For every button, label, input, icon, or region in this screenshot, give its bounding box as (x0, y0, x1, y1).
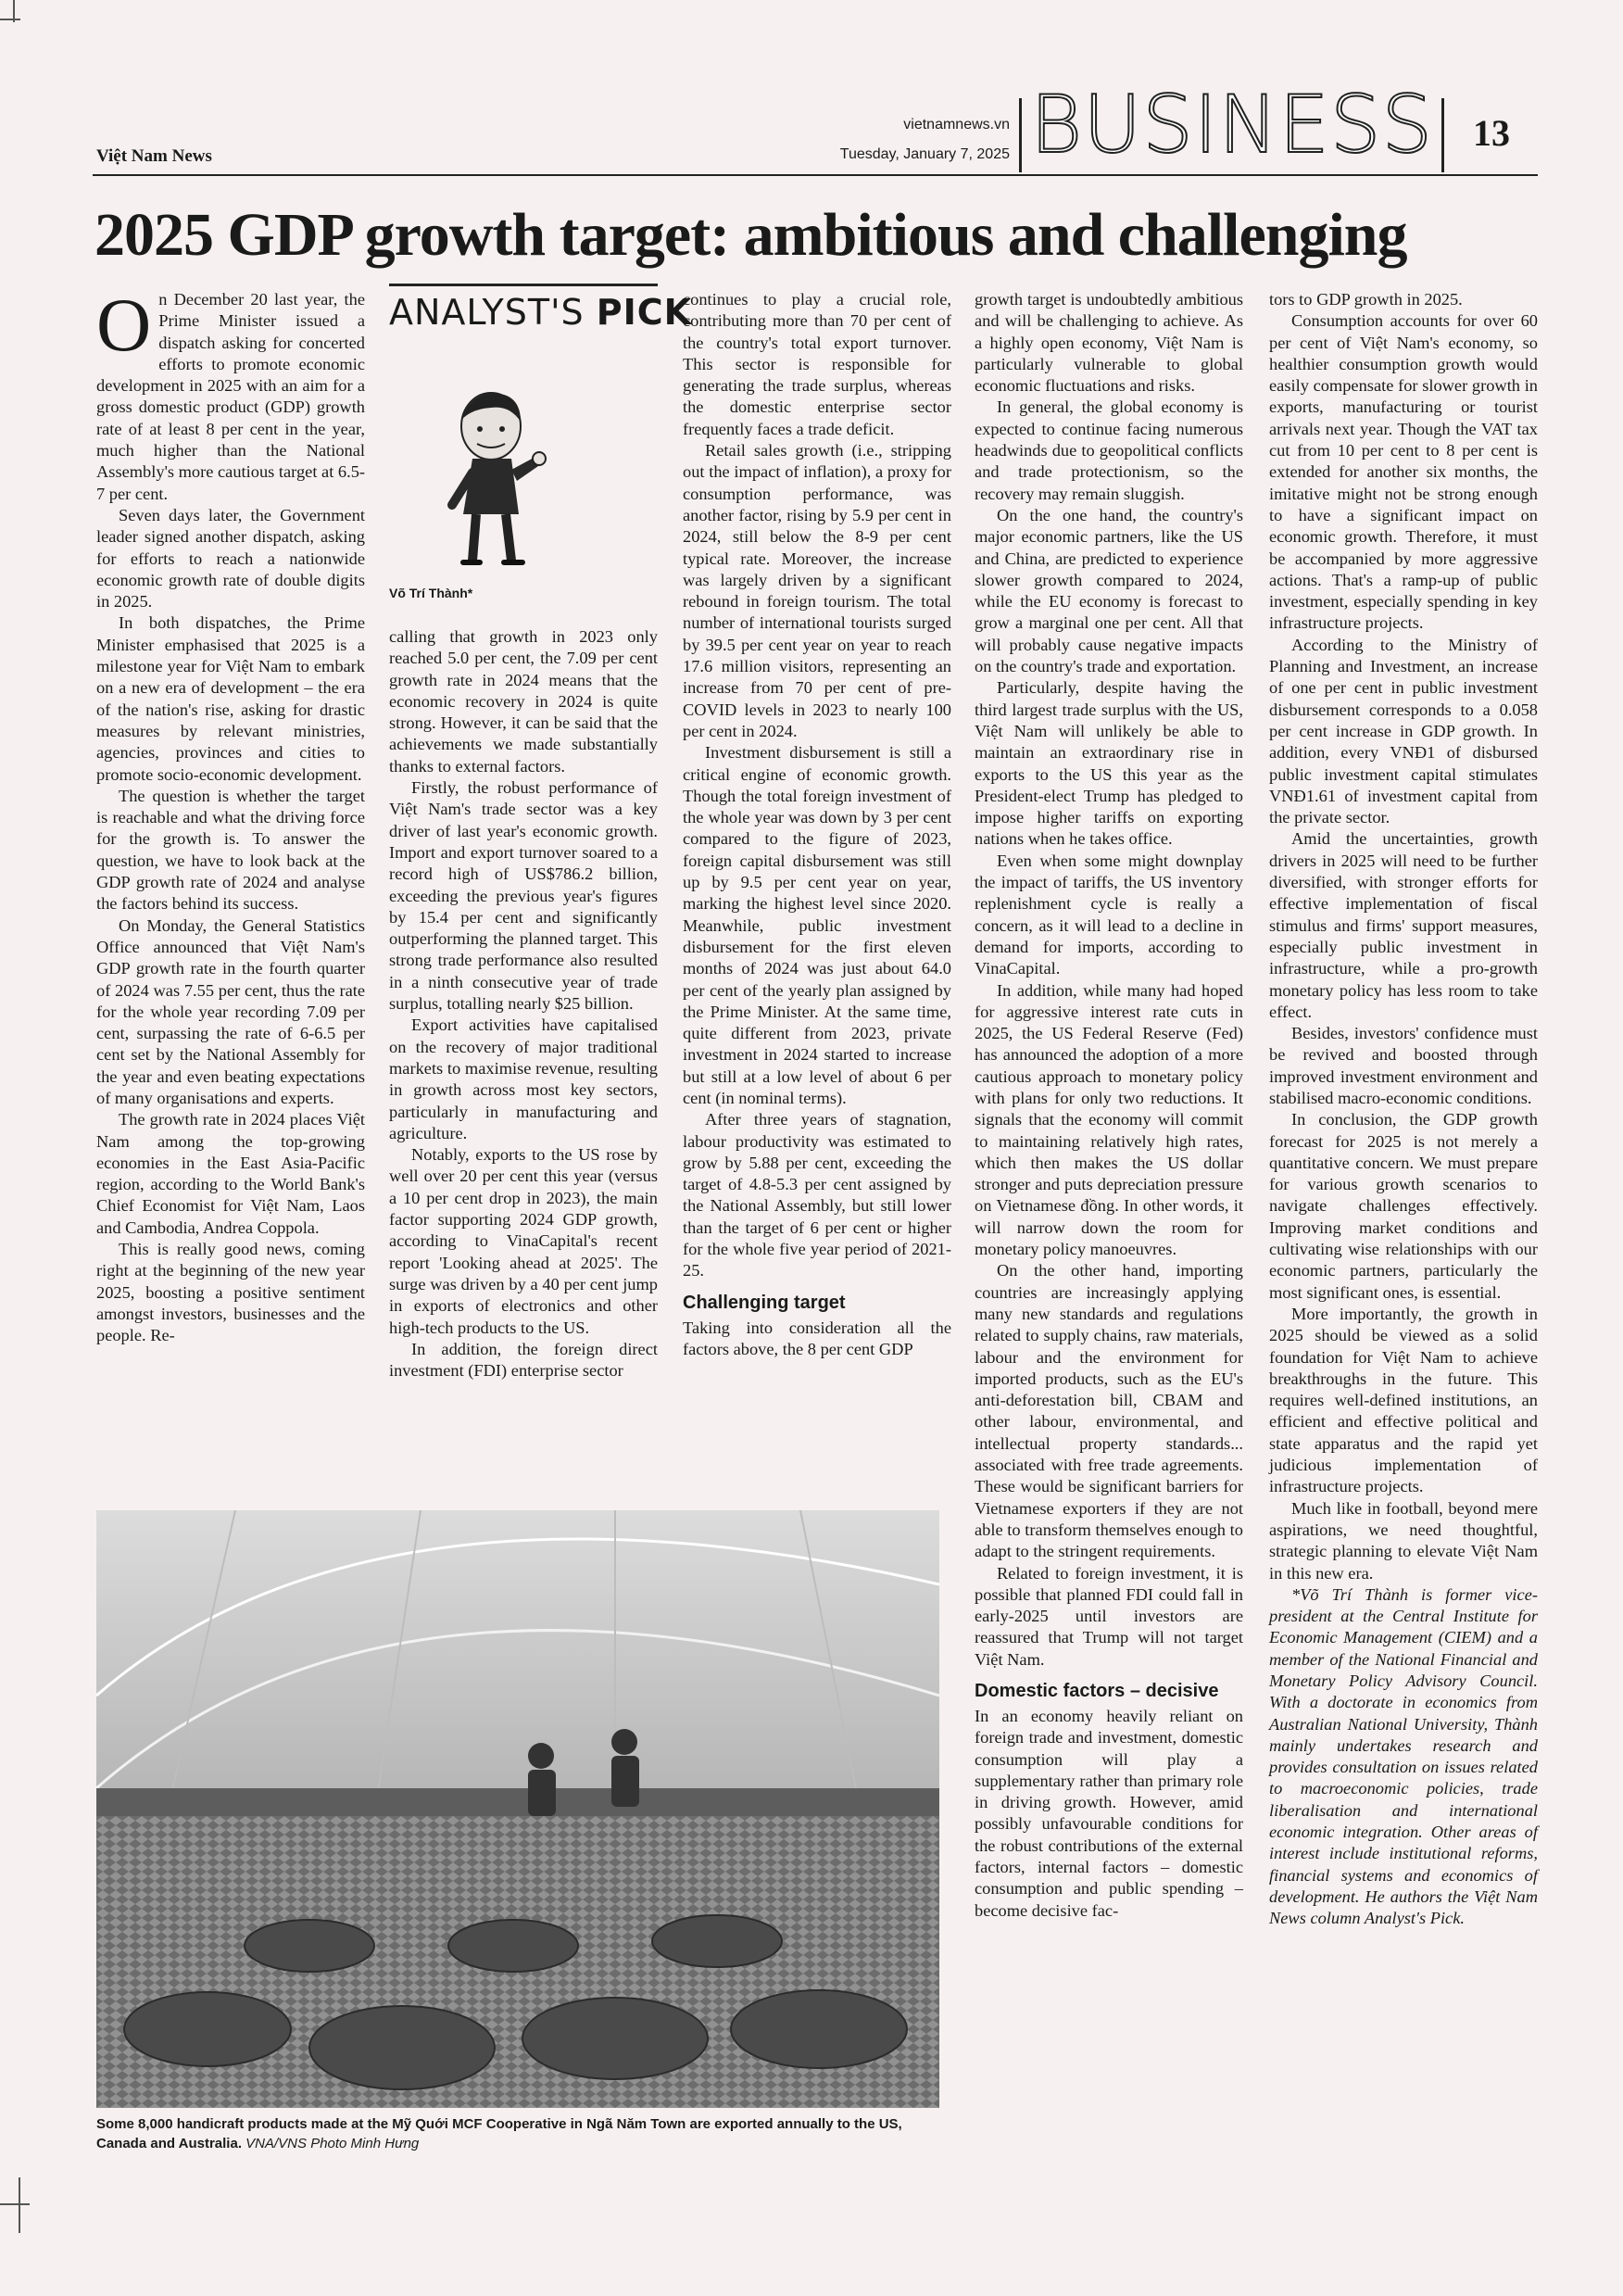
paragraph: In conclusion, the GDP growth forecast for 2025 is not merely a quantitative concern. We must prepare for various growth scenarios to navigate challenges effectively. Improving market conditions and cultivating wise relationships with our economic partners, particularly the most significant ones, is essential. (1269, 1110, 1538, 1302)
paragraph: n December 20 last year, the Prime Minister issued a dispatch asking for concerted efforts to promote economic development in 2025 with an aim for a gross domestic product (GDP) growth rate of at least 8 per cent in the year, much higher than the National Assembly's more cautious target at 6.5-7 per cent. (96, 290, 366, 503)
headline: 2025 GDP growth target: ambitious and challenging (94, 201, 1407, 269)
crop-mark (19, 2177, 20, 2233)
analyst-pick-rule (389, 284, 658, 286)
paragraph: More importantly, the growth in 2025 should be viewed as a solid foundation for Việt Nam to achieve breakthroughs in the future. This requires well-defined institutions, an efficient and effective political and state apparatus and the rapid yet judicious implementation of infrastructure projects. (1269, 1304, 1538, 1496)
paragraph: calling that growth in 2023 only reached 5.0 per cent, the 7.09 per cent growth rate in 2024 means that the economic recovery in 2024 is quite strong. However, it can be said that the achievements we made substantially thanks to external factors. (389, 627, 658, 776)
paragraph: Related to foreign investment, it is possible that planned FDI could fall in early-2025 until investors are reassured that Trump will not target Việt Nam. (975, 1563, 1243, 1669)
article-column-3 (683, 289, 951, 1360)
article-column-5 (1269, 289, 1538, 1930)
paragraph: The question is whether the target is reachable and what the driving force for the growth is. To answer the question, we have to look back at the GDP growth rate of 2024 and analyse the factors behind its success. (96, 786, 365, 914)
paragraph: Consumption accounts for over 60 per cent of Việt Nam's economy, so healthier consumption growth would easily compensate for slower growth in exports, manufacturing or tourist arrivals next year. Though the VAT tax cut from 10 per cent to 8 per cent is extended for another six months, the imitative might not be strong enough to have a significant impact on economic growth. Therefore, it must be accompanied by more aggressive actions. That's a ramp-up of public investment, especially spending in key infrastructure projects. (1269, 311, 1538, 633)
paragraph: Even when some might downplay the impact of tariffs, the US inventory replenishment cycle is really a concern, as it will lead to a decline in demand for imports, according to VinaCapital. (975, 851, 1243, 978)
photo-caption (96, 2114, 949, 2153)
analyst-pick-label: ANALYST'S (389, 292, 585, 333)
paragraph: Amid the uncertainties, growth drivers in 2025 will need to be further diversified, with stronger efforts for effective implementation of fiscal stimulus and firms' support measures, especially public investment in infrastructure, while a pro-growth monetary policy has less room to take effect. (1269, 829, 1538, 1021)
paragraph: growth target is undoubtedly ambitious and will be challenging to achieve. As a highly open economy, Việt Nam is particularly vulnerable to global economic fluctuations and risks. (975, 290, 1243, 396)
paragraph: Firstly, the robust performance of Việt Nam's trade sector was a key driver of last year's economic growth. Import and export turnover soared to a record high of US$786.2 billion, exceeding the previous year's figures by 15.4 per cent and significantly outperforming the planned target. This strong trade performance also resulted in a ninth consecutive year of trade surplus, totalling nearly $25 billion. (389, 778, 658, 1014)
paragraph: continues to play a crucial role, contributing more than 70 per cent of the country's total export turnover. This sector is responsible for generating the trade surplus, whereas the domestic enterprise sector frequently faces a trade deficit. (683, 290, 951, 438)
article-photo (96, 1510, 939, 2108)
paragraph: In an economy heavily reliant on foreign trade and investment, domestic consumption will play a supplementary rather than primary role in driving growth. However, amid possibly unfavourable conditions for the robust contributions of the external factors, internal factors – domestic consumption and public spending – become decisive fac- (975, 1707, 1243, 1920)
paragraph: Notably, exports to the US rose by well over 20 per cent this year (versus a 10 per cent drop in 2023), the main factor supporting 2024 GDP growth, according to VinaCapital's recent report 'Looking ahead at 2025'. The surge was driven by a 40 per cent jump in exports of electronics and other high-tech products to the US. (389, 1145, 658, 1337)
article-column-4 (975, 289, 1243, 1922)
author-byline: Võ Trí Thành* (389, 586, 473, 600)
photo-credit: VNA/VNS Photo Minh Hưng (245, 2136, 420, 2151)
paragraph: Besides, investors' confidence must be revived and boosted through improved investment environment and stabilised macro-economic conditions. (1269, 1024, 1538, 1107)
subhead: Challenging target (683, 1292, 846, 1313)
analyst-pick-title (389, 292, 693, 333)
paragraph: tors to GDP growth in 2025. (1269, 290, 1463, 309)
subhead: Domestic factors – decisive (975, 1681, 1219, 1701)
page-number: 13 (1473, 112, 1510, 154)
paragraph: In addition, the foreign direct investment (FDI) enterprise sector (389, 1339, 658, 1381)
section-title: BUSINESS (1030, 79, 1434, 171)
crop-mark (0, 19, 20, 20)
paragraph: This is really good news, coming right at the beginning of the new year 2025, boosting a positive sentiment amongst investors, businesses and the people. Re- (96, 1240, 365, 1345)
publication-name: Việt Nam News (96, 146, 212, 166)
header-divider (1019, 98, 1022, 172)
header-divider (1441, 98, 1444, 172)
paragraph: On the one hand, the country's major economic partners, like the US and China, are predicted to experience slower growth compared to 2024, while the EU economy is forecast to grow a marginal one per cent. All that will probably cause negative impacts on the country's trade and exportation. (975, 505, 1243, 676)
crop-mark (0, 2203, 30, 2205)
paragraph: Much like in football, beyond mere aspirations, we need thoughtful, strategic planning to elevate Việt Nam in this new era. (1269, 1498, 1538, 1583)
paragraph: On the other hand, importing countries are increasingly applying many new standards and regulations related to supply chains, raw materials, labour and the environment for imported products, such as the EU's anti-deforestation bill, CBAM and other labour, environmental, and intellectual property standards... associated with free trade agreements. These would be significant barriers for Vietnamese exporters if they are not able to transform themselves enough to adapt to the stringent requirements. (975, 1261, 1243, 1561)
paragraph: On Monday, the General Statistics Office announced that Việt Nam's GDP growth rate in the fourth quarter of 2024 was 7.55 per cent, thus the rate for the whole year recording 7.09 per cent, surpassing the rate of 6-6.5 per cent set by the National Assembly for the year and even beating expectations of many organisations and experts. (96, 915, 365, 1107)
crop-mark (13, 0, 15, 22)
paragraph: Investment disbursement is still a critical engine of economic growth. Though the total foreign investment of the whole year was down by 3 per cent compared to the figure of 2023, foreign capital disbursement was still up by 9.5 per cent year on year, marking the highest level since 2020. Meanwhile, public investment disbursement for the first eleven months of 2024 was just about 64.0 per cent of the yearly plan assigned by the Prime Minister. At the same time, quite different from 2023, private investment in 2024 started to increase but still at a low level of about 6 per cent (in nominal terms). (683, 743, 951, 1107)
paragraph: In general, the global economy is expected to continue facing numerous headwinds due to geopolitical conflicts and trade protectionism, so the recovery may remain sluggish. (975, 397, 1243, 503)
paragraph: The growth rate in 2024 places Việt Nam among the top-growing economies in the East Asia-Pacific region, according to the World Bank's Chief Economist for Việt Nam, Laos and Cambodia, Andrea Coppola. (96, 1110, 365, 1237)
website: vietnamnews.vn (903, 117, 1010, 132)
article-column-1 (96, 283, 366, 1347)
paragraph: According to the Ministry of Planning and Investment, an increase of one per cent in public investment disbursement corresponds to a 0.058 per cent increase in GDP growth. In addition, every VNĐ1 of disbursed public investment capital stimulates VNĐ1.61 of investment capital from the private sector. (1269, 635, 1538, 827)
paragraph: Particularly, despite having the third largest trade surplus with the US, Việt Nam will unlikely be able to maintain an extraordinary rise in exports to the US this year as the President-elect Trump has pledged to impose higher tariffs on exporting nations when he takes office. (975, 678, 1243, 849)
paragraph: After three years of stagnation, labour productivity was estimated to grow by 5.88 per cent, exceeding the target of 4.8-5.3 per cent assigned by the National Assembly, but still lower than the target of 6 per cent or higher for the whole five year period of 2021-25. (683, 1110, 951, 1280)
analyst-pick-label-bold: PICK (596, 292, 693, 333)
paragraph: Taking into consideration all the factors above, the 8 per cent GDP (683, 1318, 951, 1358)
paragraph: Export activities have capitalised on the recovery of major traditional markets to maximise revenue, resulting in growth across most key sectors, particularly in manufacturing and agriculture. (389, 1016, 658, 1142)
author-caricature (435, 385, 565, 570)
caption-text: Some 8,000 handicraft products made at the Mỹ Quới MCF Cooperative in Ngã Năm Town are exported annually to the US, Canada and Australia. (96, 2116, 902, 2151)
paragraph: Seven days later, the Government leader signed another dispatch, asking for efforts to reach a nationwide economic growth rate of double digits in 2025. (96, 505, 365, 612)
dropcap: O (96, 283, 152, 367)
issue-date: Tuesday, January 7, 2025 (839, 146, 1010, 162)
header-rule (93, 174, 1538, 176)
paragraph: In addition, while many had hoped for aggressive interest rate cuts in 2025, the US Federal Reserve (Fed) has announced the adoption of a more cautious approach to monetary policy with plans for only two reductions. It signals that the economy will commit to maintaining relatively high rates, which then makes the US dollar stronger and puts depreciation pressure on Vietnamese đồng. In other words, it will narrow down the room for monetary policy manoeuvres. (975, 980, 1243, 1259)
paragraph: In both dispatches, the Prime Minister emphasised that 2025 is a milestone year for Việt Nam to embark on a new era of development – the era of the nation's rise, asking for drastic measures by relevant ministries, agencies, provinces and cities to promote socio-economic development. (96, 613, 365, 784)
article-column-2 (389, 626, 658, 1381)
author-note: *Võ Trí Thành is former vice-president at the Central Institute for Economic Management (CIEM) and a member of the National Financial and Monetary Policy Advisory Council. With a doctorate in economics from Australian National University, Thành mainly undertakes research and provides consultation on issues related to macroeconomic policies, trade liberalisation and international economic integration. Other areas of interest include institutional reforms, financial systems and economics of development. He authors the Việt Nam News column Analyst's Pick. (1269, 1584, 1538, 1928)
paragraph: Retail sales growth (i.e., stripping out the impact of inflation), a proxy for consumption performance, was another factor, rising by 5.9 per cent in 2024, still below the 8-9 per cent typical rate. Moreover, the increase was largely driven by a significant rebound in foreign tourism. The total number of international tourists surged by 39.5 per cent year on year to reach 17.6 million visitors, representing an increase from 70 per cent of pre-COVID levels in 2023 to nearly 100 per cent in 2024. (683, 441, 951, 740)
